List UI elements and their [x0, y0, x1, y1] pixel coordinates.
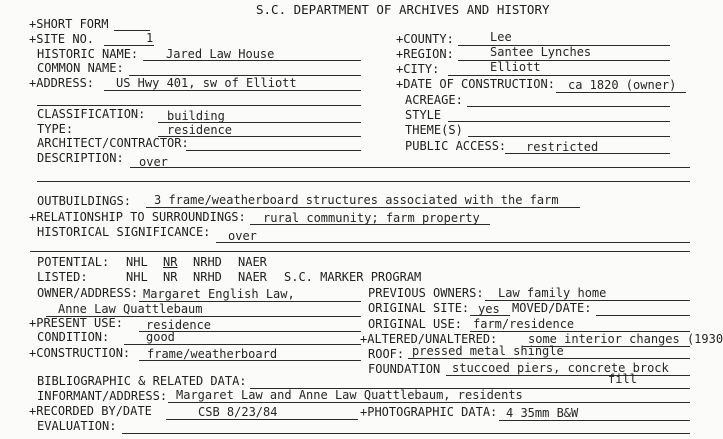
- short-form-label: +SHORT FORM: [29, 17, 109, 31]
- potential-nr: NR: [163, 255, 178, 269]
- date-of-construction-line: [556, 92, 686, 93]
- previous-owners-value: Law family home: [498, 286, 607, 300]
- outbuildings-label: OUTBUILDINGS:: [37, 194, 131, 208]
- original-use-value: farm/residence: [473, 317, 575, 331]
- acreage-label: ACREAGE:: [405, 93, 463, 107]
- foundation-line: [446, 375, 690, 376]
- listed-naer: NAER: [238, 270, 267, 284]
- address-line: [104, 90, 361, 91]
- county-value: Lee: [490, 30, 512, 44]
- construction-value: frame/weatherboard: [147, 347, 278, 361]
- potential-label: POTENTIAL:: [37, 255, 110, 269]
- style-line: [448, 121, 670, 122]
- architect-label: ARCHITECT/CONTRACTOR:: [37, 136, 189, 150]
- city-line: [448, 75, 670, 76]
- description-line-2: [37, 181, 690, 182]
- roof-label: ROOF:: [368, 347, 405, 361]
- short-form-line: [114, 30, 150, 31]
- informant-value: Margaret Law and Anne Law Quattlebaum, residents: [176, 388, 523, 402]
- construction-line: [139, 360, 361, 361]
- evaluation-label: EVALUATION:: [37, 419, 117, 433]
- condition-value: good: [146, 330, 175, 344]
- outbuildings-line: [146, 207, 580, 208]
- description-value: over: [139, 155, 168, 169]
- moved-date-label: MOVED/DATE:: [512, 301, 592, 315]
- foundation-value: stuccoed piers, concrete brock: [452, 361, 669, 375]
- site-no-value: 1: [146, 31, 154, 45]
- photographic-label: +PHOTOGRAPHIC DATA:: [360, 405, 498, 419]
- description-label: DESCRIPTION:: [37, 151, 124, 165]
- owner-value-2: Anne Law Quattlebaum: [58, 302, 203, 316]
- site-no-label: +SITE NO.: [29, 32, 95, 46]
- theme-label: THEME(S): [405, 123, 463, 137]
- construction-label: +CONSTRUCTION:: [29, 346, 131, 360]
- description-line: [130, 167, 690, 168]
- photographic-value: 4 35mm B&W: [506, 406, 579, 420]
- previous-owners-label: PREVIOUS OWNERS:: [368, 286, 484, 300]
- region-label: +REGION:: [396, 47, 454, 61]
- potential-nhl: NHL: [126, 255, 148, 269]
- photographic-line: [499, 420, 690, 421]
- informant-line: [168, 402, 690, 403]
- public-access-label: PUBLIC ACCESS:: [405, 139, 507, 153]
- city-value: Elliott: [490, 60, 541, 74]
- original-site-label: ORIGINAL SITE:: [368, 301, 470, 315]
- significance-label: HISTORICAL SIGNIFICANCE:: [37, 225, 211, 239]
- significance-line: [216, 242, 690, 243]
- relationship-label: +RELATIONSHIP TO SURROUNDINGS:: [29, 210, 246, 224]
- county-label: +COUNTY:: [396, 32, 454, 46]
- original-use-label: ORIGINAL USE:: [368, 317, 462, 331]
- architect-line: [186, 150, 361, 151]
- public-access-line: [505, 153, 670, 154]
- relationship-line: [250, 224, 490, 225]
- original-site-line: [470, 315, 510, 316]
- address-value: US Hwy 401, sw of Elliott: [116, 76, 297, 90]
- moved-date-line: [596, 315, 690, 316]
- date-of-construction-label: +DATE OF CONSTRUCTION:: [396, 77, 555, 91]
- region-value: Santee Lynches: [490, 45, 592, 59]
- altered-value: some interior changes (1930: [528, 332, 723, 346]
- foundation-value-2: fill: [608, 372, 637, 386]
- date-of-construction-value: ca 1820 (owner): [568, 78, 677, 92]
- historic-name-line: [143, 60, 361, 61]
- form-title: S.C. DEPARTMENT OF ARCHIVES AND HISTORY: [256, 2, 550, 17]
- address-line-2: [37, 105, 361, 106]
- present-use-label: +PRESENT USE:: [29, 316, 123, 330]
- altered-label: +ALTERED/UNALTERED:: [360, 332, 498, 346]
- condition-label: CONDITION:: [37, 330, 110, 344]
- evaluation-line: [122, 433, 690, 434]
- type-value: residence: [167, 123, 233, 137]
- recorded-by-line: [166, 419, 358, 420]
- recorded-by-value: CSB 8/23/84: [198, 405, 278, 419]
- informant-label: INFORMANT/ADDRESS:: [37, 389, 168, 403]
- section-divider: [30, 251, 690, 252]
- potential-naer: NAER: [238, 255, 267, 269]
- roof-line: [408, 358, 690, 359]
- relationship-value: rural community; farm property: [263, 211, 480, 225]
- city-label: +CITY:: [396, 62, 440, 76]
- condition-line: [124, 344, 361, 345]
- common-name-label: COMMON NAME:: [37, 61, 124, 75]
- type-label: TYPE:: [37, 122, 74, 136]
- public-access-value: restricted: [526, 140, 599, 154]
- outbuildings-value: 3 frame/weatherboard structures associated with the farm: [154, 193, 559, 207]
- listed-nhl: NHL: [126, 270, 148, 284]
- acreage-line: [467, 106, 670, 107]
- classification-value: building: [167, 109, 225, 123]
- owner-value-1: Margaret English Law,: [143, 287, 295, 301]
- listed-label: LISTED:: [37, 270, 88, 284]
- listed-nrhd: NRHD: [193, 270, 222, 284]
- style-label: STYLE: [405, 108, 442, 122]
- theme-line: [468, 136, 670, 137]
- listed-marker-program: S.C. MARKER PROGRAM: [284, 270, 422, 284]
- historic-name-value: Jared Law House: [166, 47, 275, 61]
- address-label: +ADDRESS:: [29, 76, 95, 90]
- bibliographic-label: BIBLIOGRAPHIC & RELATED DATA:: [37, 374, 247, 388]
- site-no-line: [104, 45, 154, 46]
- present-use-value: residence: [146, 318, 212, 332]
- owner-label: OWNER/ADDRESS:: [37, 286, 139, 300]
- potential-nrhd: NRHD: [193, 255, 222, 269]
- listed-nr: NR: [163, 270, 178, 284]
- significance-value: over: [228, 229, 257, 243]
- recorded-by-label: +RECORDED BY/DATE: [29, 404, 152, 418]
- foundation-label: FOUNDATION: [368, 362, 441, 376]
- original-site-value: yes: [478, 302, 500, 316]
- historic-name-label: HISTORIC NAME:: [37, 47, 139, 61]
- roof-value: pressed metal shingle: [412, 344, 564, 358]
- classification-label: CLASSIFICATION:: [37, 107, 146, 121]
